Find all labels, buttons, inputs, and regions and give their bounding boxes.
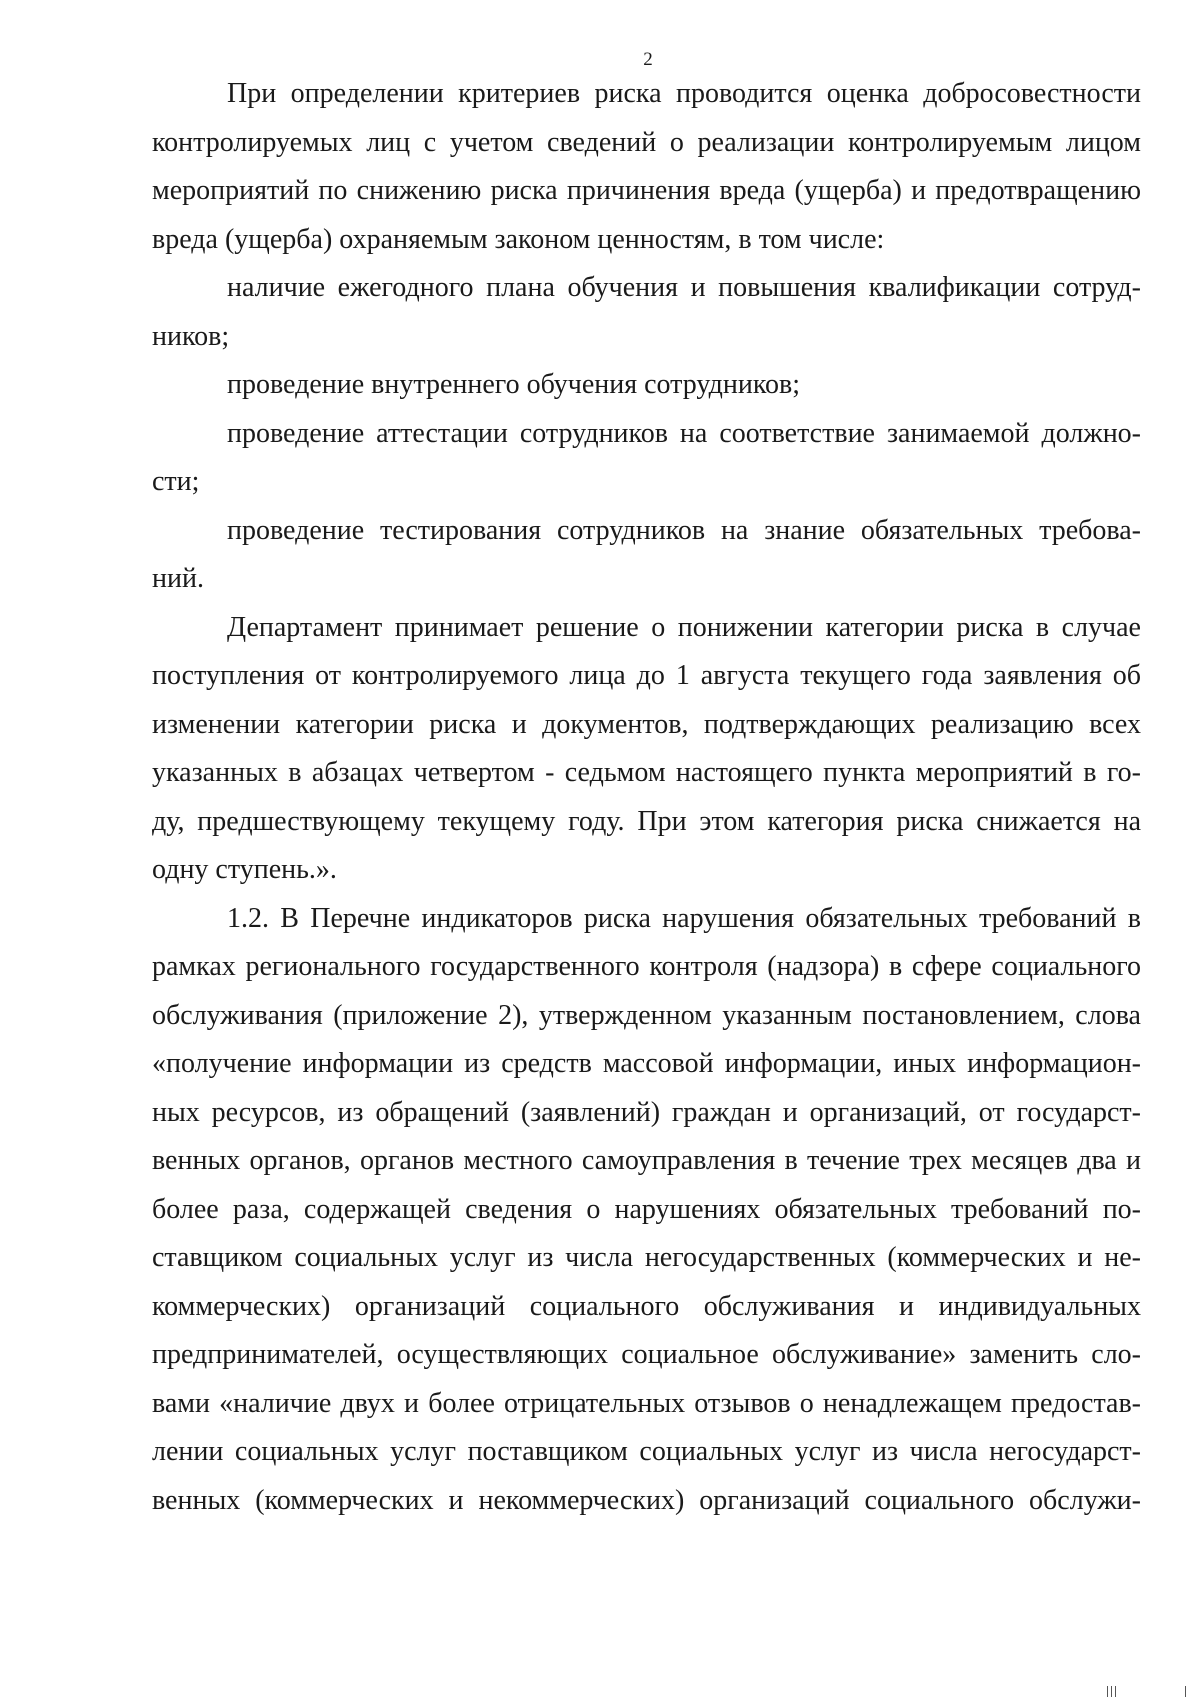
- text-line: ных ресурсов, из обращений (заявлений) граждан и организаций, от государст-: [152, 1096, 1141, 1128]
- text-line: венных (коммерческих и некоммерческих) организаций социального обслужи-: [152, 1484, 1141, 1516]
- text-line: контролируемых лиц с учетом сведений о реализации контролируемым лицом: [152, 126, 1141, 158]
- text-line: мероприятий по снижению риска причинения вреда (ущерба) и предотвращению: [152, 175, 1141, 206]
- text-line: указанных в абзацах четвертом - седьмом настоящего пункта мероприятий в го-: [152, 757, 1141, 788]
- text-line: коммерческих) организаций социального обслуживания и индивидуальных: [152, 1290, 1141, 1322]
- paragraph: [152, 361, 1141, 410]
- paragraph: [152, 895, 1141, 1526]
- text-line: венных органов, органов местного самоуправления в течение трех месяцев два и: [152, 1145, 1141, 1176]
- document-body: [152, 70, 1141, 1525]
- text-line: «получение информации из средств массовой информации, иных информацион-: [152, 1048, 1141, 1079]
- text-line: изменении категории риска и документов, подтверждающих реализацию всех: [152, 708, 1141, 740]
- text-line: ставщиком социальных услуг из числа негосударственных (коммерческих и не-: [152, 1242, 1141, 1273]
- text-line: ников;: [152, 320, 230, 352]
- text-line: обслуживания (приложение 2), утвержденном указанным постановлением, слова: [152, 999, 1141, 1031]
- text-line: предпринимателей, осуществляющих социальное обслуживание» заменить сло-: [152, 1339, 1141, 1370]
- text-line: При определении критериев риска проводится оценка добросовестности: [227, 78, 1141, 109]
- paragraph: [152, 604, 1141, 895]
- text-line: ду, предшествующему текущему году. При этом категория риска снижается на: [152, 805, 1141, 837]
- text-line: сти;: [152, 466, 200, 497]
- paragraph: [152, 70, 1141, 264]
- text-line: проведение внутреннего обучения сотрудников;: [227, 369, 801, 400]
- text-line: проведение тестирования сотрудников на знание обязательных требова-: [227, 514, 1141, 546]
- text-line: поступления от контролируемого лица до 1 августа текущего года заявления об: [152, 660, 1141, 691]
- text-line: более раза, содержащей сведения о нарушениях обязательных требований по-: [152, 1193, 1141, 1225]
- paragraph: [152, 507, 1141, 604]
- text-line: одну ступень.».: [152, 854, 337, 885]
- text-line: Департамент принимает решение о понижении категории риска в случае: [227, 611, 1141, 643]
- text-line: проведение аттестации сотрудников на соответствие занимаемой должно-: [227, 417, 1141, 449]
- text-line: вами «наличие двух и более отрицательных отзывов о ненадлежащем предостав-: [152, 1387, 1141, 1419]
- text-line: наличие ежегодного плана обучения и повышения квалификации сотруд-: [227, 272, 1141, 303]
- text-line: рамках регионального государственного контроля (надзора) в сфере социального: [152, 951, 1141, 982]
- page-number: 2: [643, 49, 653, 70]
- text-line: вреда (ущерба) охраняемым законом ценностям, в том числе:: [152, 223, 885, 255]
- scan-edge-marks: [1080, 1683, 1200, 1697]
- paragraph: [152, 264, 1141, 361]
- text-line: 1.2. В Перечне индикаторов риска нарушения обязательных требований в: [227, 902, 1141, 934]
- text-line: ний.: [152, 563, 204, 594]
- text-line: лении социальных услуг поставщиком социальных услуг из числа негосударст-: [152, 1436, 1141, 1467]
- paragraph: [152, 410, 1141, 507]
